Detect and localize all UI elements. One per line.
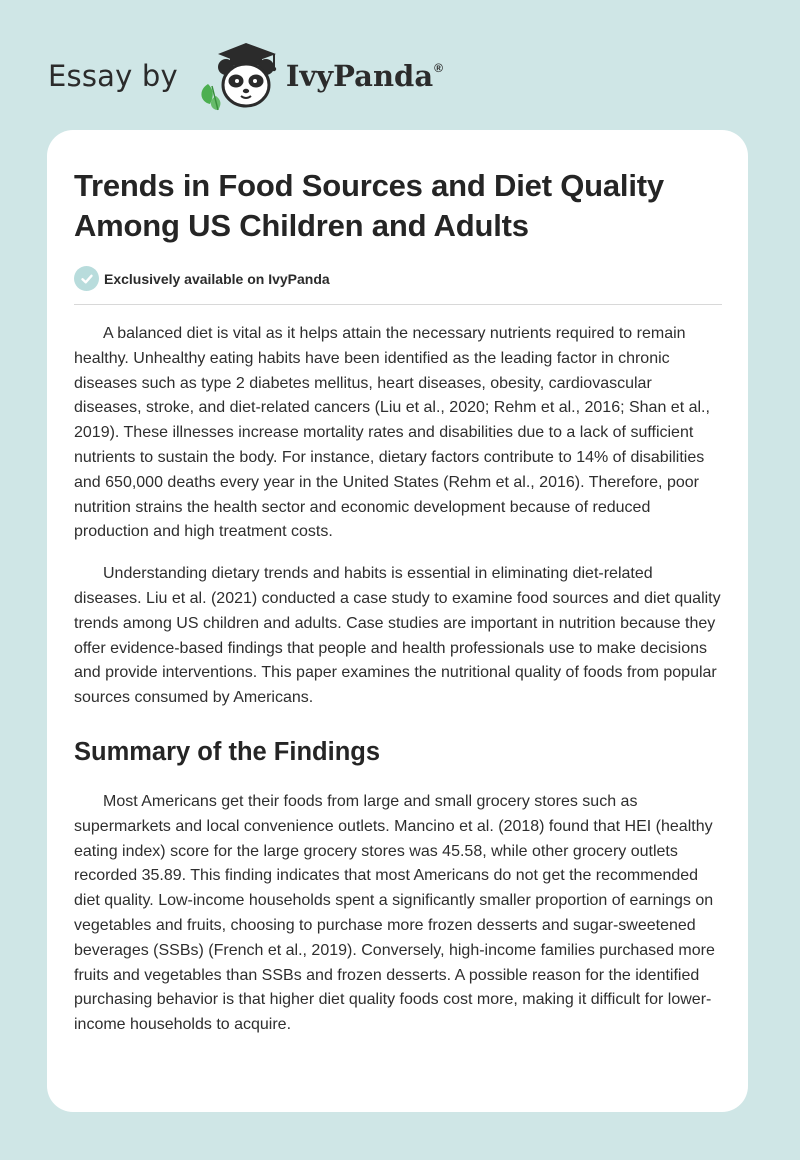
- paragraph: A balanced diet is vital as it helps attain the necessary nutrients required to remain healthy. Unhealthy eating habits have been identified as the leading factor in chronic diseases such as type 2 diabetes mellitus, heart diseases, obesity, cardiovascular diseases, stroke, and diet-related cancers (Liu et al., 2020; Rehm et al., 2016; Shan et al., 2019). These illnesses increase mortality rates and disabilities due to a lack of sufficient nutrients to sustain the body. For instance, dietary factors contribute to 14% of disabilities and 650,000 deaths every year in the United States (Rehm et al., 2016). Therefore, poor nutrition strains the health sector and economic development because of reduced production and high treatment costs.: [74, 325, 710, 541]
- badge-text: Exclusively available on IvyPanda: [104, 270, 330, 287]
- brand-name-text: IvyPanda: [285, 59, 434, 93]
- paragraph: Most Americans get their foods from large and small grocery stores such as supermarkets and local convenience outlets. Mancino et al. (2018) found that HEI (healthy eating index) score for the large grocery stores was 45.58, while other grocery outlets recorded 35.89. This finding indicates that most Americans do not get the recommended diet quality. Low-income households spent a significantly smaller proportion of earnings on vegetables and fruits, choosing to purchase more frozen desserts and sugar-sweetened beverages (SSBs) (French et al., 2019). Conversely, high-income families purchased more fruits and vegetables than SSBs and frozen desserts. A possible reason for the identified purchasing behavior is that higher diet quality foods cost more, making it difficult for lower-income households to acquire.: [74, 792, 715, 1034]
- exclusive-badge: [74, 266, 722, 291]
- paragraph: Understanding dietary trends and habits is essential in eliminating diet-related diseases. Liu et al. (2021) conducted a case study to examine food sources and diet quality trends among US children and adults. Case studies are important in nutrition because they offer evidence-based findings that people and health professionals use to make decisions and provide interventions. This paper examines the nutritional quality of foods from popular sources consumed by Americans.: [74, 565, 721, 707]
- check-icon: [74, 266, 99, 291]
- registered-mark: ®: [434, 61, 443, 75]
- panda-logo-icon: [196, 40, 282, 112]
- brand-prefix: Essay by: [48, 59, 178, 93]
- essay-card: [47, 130, 748, 1112]
- section-heading: Summary of the Findings: [74, 737, 381, 766]
- divider: [74, 304, 722, 305]
- essay-title: Trends in Food Sources and Diet Quality Among US Children and Adults: [74, 168, 664, 243]
- brand-name: [286, 59, 443, 93]
- brand-header[interactable]: [48, 36, 443, 116]
